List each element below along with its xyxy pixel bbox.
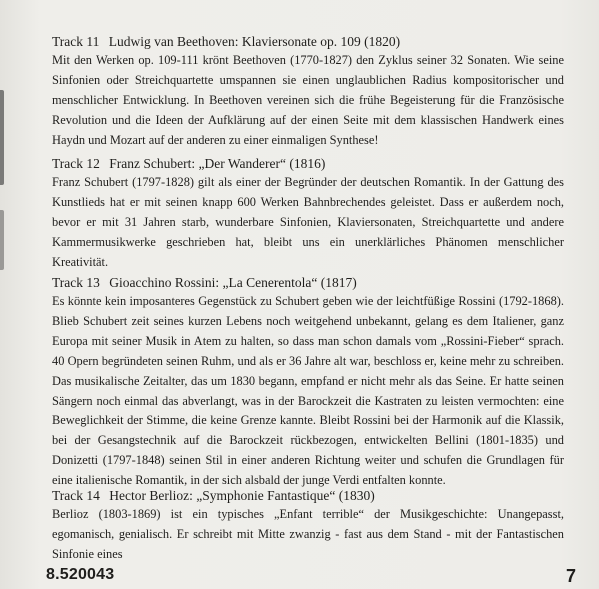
track-number: Track 13	[52, 275, 100, 290]
track-description: Es könnte kein imposanteres Gegenstück zu Schubert geben wie der leichtfüßige Rossini (1792-1868). Blieb Schubert zeit seines kurzen Lebens noch weitgehend unbekannt, gelang es dem Italiener, ganz Europa mit seiner Musik in Atem zu halten, so dass man schon damals vom „Rossini-Fieber“ sprach. 40 Opern begründeten seinen Ruhm, und als er 36 Jahre alt war, beschloss er, keine mehr zu schreiben. Das musikalische Zeitalter, das um 1830 begann, empfand er nicht mehr als das Seine. Er hatte seinen Sängern noch einmal das abverlangt, was in der Barockzeit die Kastraten zu leisten vermochten: eine Beweglichkeit der Stimme, die keine Grenze kannte. Bleibt Rossini bei der Harmonik auf die Klassik, bei der Gesangstechnik auf die Barockzeit rückbezogen, entwickelten Bellini (1801-1835) und Donizetti (1797-1848) seinen Stil in einer anderen Richtung weiter und schufen die Grundlagen für eine italienische Romantik, in der sich alsbald der junge Verdi entfalten konnte.	[52, 294, 564, 488]
track-title: Hector Berlioz: „Symphonie Fantastique“ (1830)	[109, 488, 375, 503]
track-number: Track 11	[52, 34, 100, 49]
track-description: Franz Schubert (1797-1828) gilt als einer der Begründer der deutschen Romantik. In der Gattung des Kunstlieds hat er mit seinen knapp 600 Werken Bahnbrechendes geleistet. Dass er außerdem noch, bevor er mit 31 Jahren starb, wunderbare Sinfonien, Klaviersonaten, Streichquartette und andere Kammermusikwerke geschrieben hat, bleibt uns ein unerklärliches Phänomen menschlicher Kreativität.	[52, 175, 564, 269]
track-title: Franz Schubert: „Der Wanderer“ (1816)	[109, 156, 326, 171]
track-14-section	[52, 487, 564, 565]
track-heading	[52, 33, 564, 51]
page-number: 7	[566, 566, 577, 586]
track-13-section	[52, 274, 564, 491]
track-description: Mit den Werken op. 109-111 krönt Beethoven (1770-1827) den Zyklus seiner 32 Sonaten. Wie seine Sinfonien oder Streichquartette umspannen sie einen unglaublichen Radius kompositorischer und menschlicher Entwicklung. In Beethoven vereinen sich die frühe Begeisterung für die Französische Revolution und die Ideen der Aufklärung auf der einen Seite mit dem klassischen Handwerk eines Haydn und Mozart auf der anderen zu einer einmaligen Synthese!	[52, 53, 564, 147]
binding-edge-lower	[0, 210, 4, 270]
track-heading	[52, 487, 564, 505]
track-description: Berlioz (1803-1869) ist ein typisches „Enfant terrible“ der Musikgeschichte: Unangepasst, egomanisch, genialisch. Er schreibt mit Mitte zwanzig - fast aus dem Stand - mit der Fantastischen Sinfonie eines	[52, 507, 564, 561]
track-title: Ludwig van Beethoven: Klaviersonate op. 109 (1820)	[108, 34, 401, 49]
track-12-section	[52, 155, 564, 273]
track-heading	[52, 274, 564, 292]
track-number: Track 12	[52, 156, 100, 171]
track-number: Track 14	[52, 488, 100, 503]
track-11-section	[52, 33, 564, 151]
track-heading	[52, 155, 564, 173]
track-title: Gioacchino Rossini: „La Cenerentola“ (1817)	[109, 275, 357, 290]
catalog-number: 8.520043	[46, 566, 115, 583]
binding-edge	[0, 90, 4, 185]
